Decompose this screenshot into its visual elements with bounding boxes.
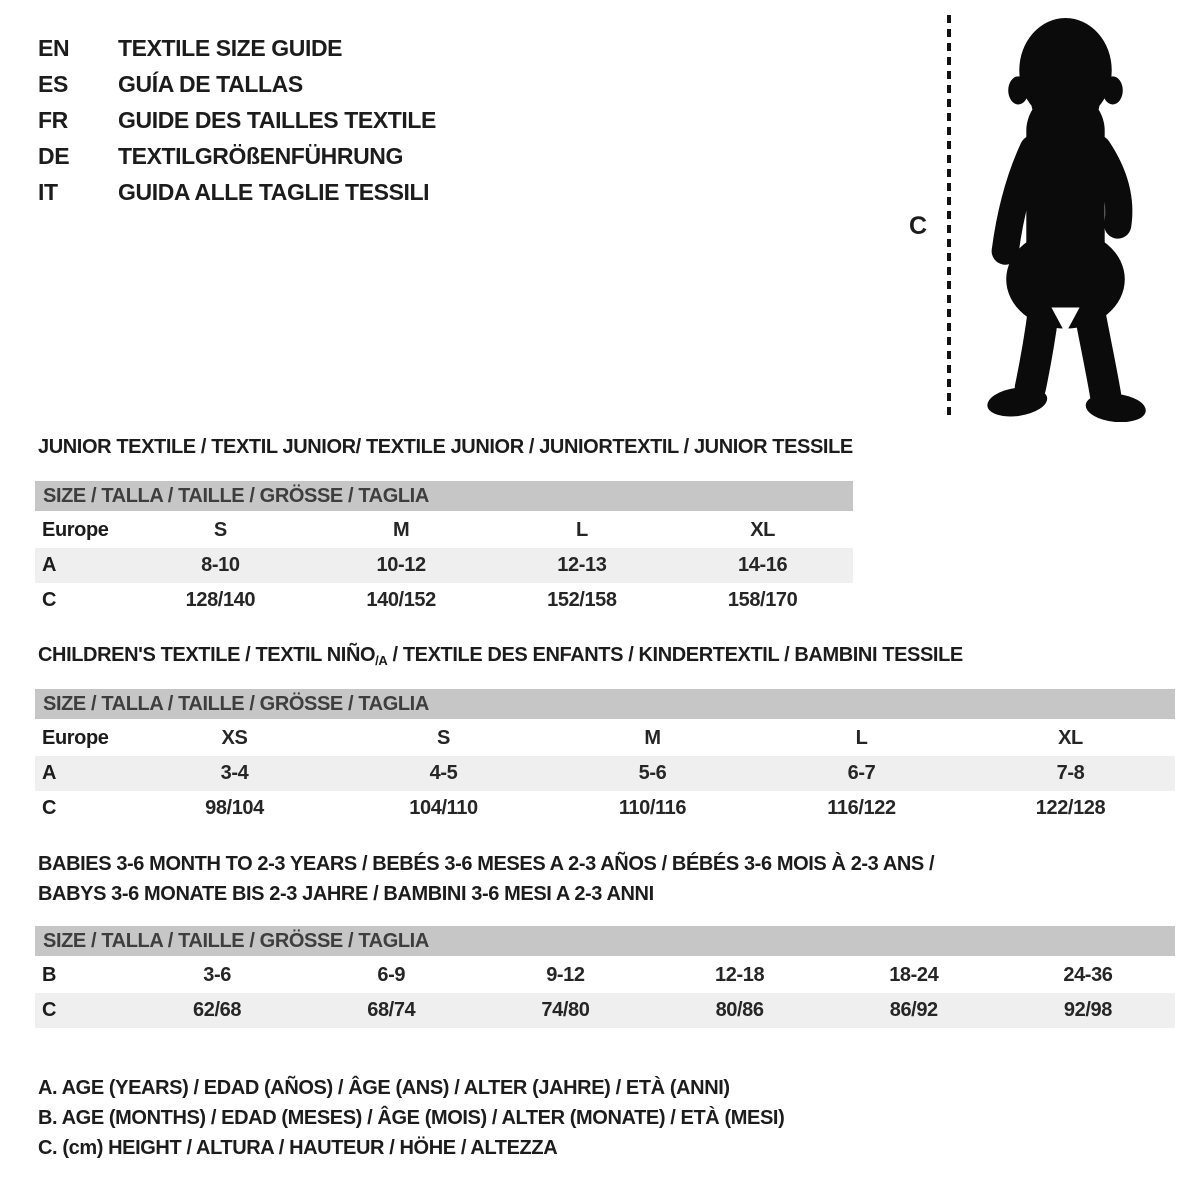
height-cell: 116/122 [827, 797, 896, 819]
row-label: C [42, 999, 57, 1021]
height-cell: 68/74 [367, 999, 416, 1021]
children-heading-prefix: CHILDREN'S TEXTILE / TEXTIL NIÑO [38, 644, 376, 666]
height-cell: 92/98 [1063, 999, 1112, 1021]
age-cell: 14-16 [738, 554, 788, 576]
months-cell: 12-18 [715, 964, 765, 986]
row-label: Europe [42, 519, 109, 541]
table-row-age [35, 548, 853, 583]
row-label: Europe [42, 727, 109, 749]
junior-section-heading: JUNIOR TEXTILE / TEXTIL JUNIOR/ TEXTILE JUNIOR / JUNIORTEXTIL / JUNIOR TESSILE [38, 436, 853, 458]
language-row-fr [38, 102, 436, 138]
row-label: A [42, 762, 57, 784]
size-cell: L [855, 727, 868, 749]
size-cell: XL [1058, 727, 1083, 749]
months-cell: 3-6 [203, 964, 231, 986]
row-label: C [42, 797, 57, 819]
table-row-europe [35, 721, 1175, 756]
language-list [38, 30, 436, 210]
children-section-heading [38, 644, 963, 668]
children-size-table [35, 689, 1175, 826]
language-row-de [38, 138, 436, 174]
baby-figure [895, 8, 1185, 424]
language-label: GUIDA ALLE TAGLIE TESSILI [118, 178, 430, 205]
age-cell: 7-8 [1056, 762, 1085, 784]
size-cell: XL [750, 519, 775, 541]
height-cell: 98/104 [205, 797, 264, 819]
age-cell: 4-5 [429, 762, 458, 784]
language-code: EN [38, 34, 70, 61]
row-label: A [42, 554, 57, 576]
size-table-header: SIZE / TALLA / TAILLE / GRÖSSE / TAGLIA [35, 689, 1175, 719]
height-cell: 104/110 [409, 797, 478, 819]
size-table-header: SIZE / TALLA / TAILLE / GRÖSSE / TAGLIA [35, 481, 853, 511]
age-cell: 6-7 [847, 762, 876, 784]
size-cell: XS [221, 727, 248, 749]
children-heading-suffix: / TEXTILE DES ENFANTS / KINDERTEXTIL / BAMBINI TESSILE [387, 644, 963, 666]
table-row-europe [35, 513, 853, 548]
language-row-it [38, 174, 436, 210]
legend-line-b: B. AGE (MONTHS) / EDAD (MESES) / ÂGE (MOIS) / ALTER (MONATE) / ETÀ (MESI) [38, 1107, 785, 1129]
age-cell: 8-10 [201, 554, 240, 576]
table-row-age [35, 756, 1175, 791]
age-cell: 10-12 [376, 554, 426, 576]
table-row-height [35, 583, 853, 618]
age-cell: 3-4 [220, 762, 249, 784]
language-label: GUIDE DES TAILLES TEXTILE [118, 106, 436, 133]
height-cell: 152/158 [547, 589, 617, 611]
language-label: TEXTILE SIZE GUIDE [118, 34, 343, 61]
height-cell: 110/116 [618, 797, 687, 819]
babies-size-table [35, 926, 1175, 1028]
legend-line-c: C. (cm) HEIGHT / ALTURA / HAUTEUR / HÖHE / ALTEZZA [38, 1137, 558, 1159]
row-label: B [42, 964, 57, 986]
table-row-months [35, 958, 1175, 993]
table-row-height [35, 791, 1175, 826]
table-row-height [35, 993, 1175, 1028]
height-cell: 86/92 [889, 999, 938, 1021]
height-cell: 128/140 [185, 589, 256, 611]
height-cell: 62/68 [193, 999, 242, 1021]
height-cell: 80/86 [715, 999, 764, 1021]
language-row-es [38, 66, 436, 102]
baby-silhouette-icon [963, 10, 1168, 422]
language-row-en [38, 30, 436, 66]
age-cell: 5-6 [638, 762, 667, 784]
legend-line-a: A. AGE (YEARS) / EDAD (AÑOS) / ÂGE (ANS) / ALTER (JAHRE) / ETÀ (ANNI) [38, 1077, 730, 1099]
size-cell: S [437, 727, 450, 749]
junior-size-table [35, 481, 853, 618]
language-code: DE [38, 142, 70, 169]
height-measure-label: C [909, 212, 927, 240]
language-label: TEXTILGRÖßENFÜHRUNG [118, 142, 403, 169]
size-cell: S [213, 519, 227, 541]
height-cell: 122/128 [1035, 797, 1106, 819]
babies-heading-line2: BABYS 3-6 MONATE BIS 2-3 JAHRE / BAMBINI 3-6 MESI A 2-3 ANNI [38, 883, 654, 905]
height-cell: 74/80 [541, 999, 590, 1021]
height-cell: 140/152 [366, 589, 436, 611]
height-dashed-line-icon [945, 15, 953, 417]
language-label: GUÍA DE TALLAS [118, 70, 303, 97]
months-cell: 18-24 [889, 964, 939, 986]
children-heading-sub: /A [375, 653, 388, 668]
months-cell: 24-36 [1063, 964, 1113, 986]
size-table-header: SIZE / TALLA / TAILLE / GRÖSSE / TAGLIA [35, 926, 1175, 956]
months-cell: 9-12 [546, 964, 585, 986]
language-code: IT [38, 178, 58, 205]
language-code: FR [38, 106, 68, 133]
months-cell: 6-9 [377, 964, 406, 986]
size-cell: L [575, 519, 588, 541]
size-cell: M [644, 727, 661, 749]
age-cell: 12-13 [557, 554, 607, 576]
row-label: C [42, 589, 57, 611]
size-cell: M [392, 519, 410, 541]
babies-heading-line1: BABIES 3-6 MONTH TO 2-3 YEARS / BEBÉS 3-6 MESES A 2-3 AÑOS / BÉBÉS 3-6 MOIS À 2-3 ANS / [38, 853, 935, 875]
legend [38, 1073, 784, 1163]
height-cell: 158/170 [727, 589, 798, 611]
language-code: ES [38, 70, 68, 97]
babies-section-heading [38, 849, 934, 909]
